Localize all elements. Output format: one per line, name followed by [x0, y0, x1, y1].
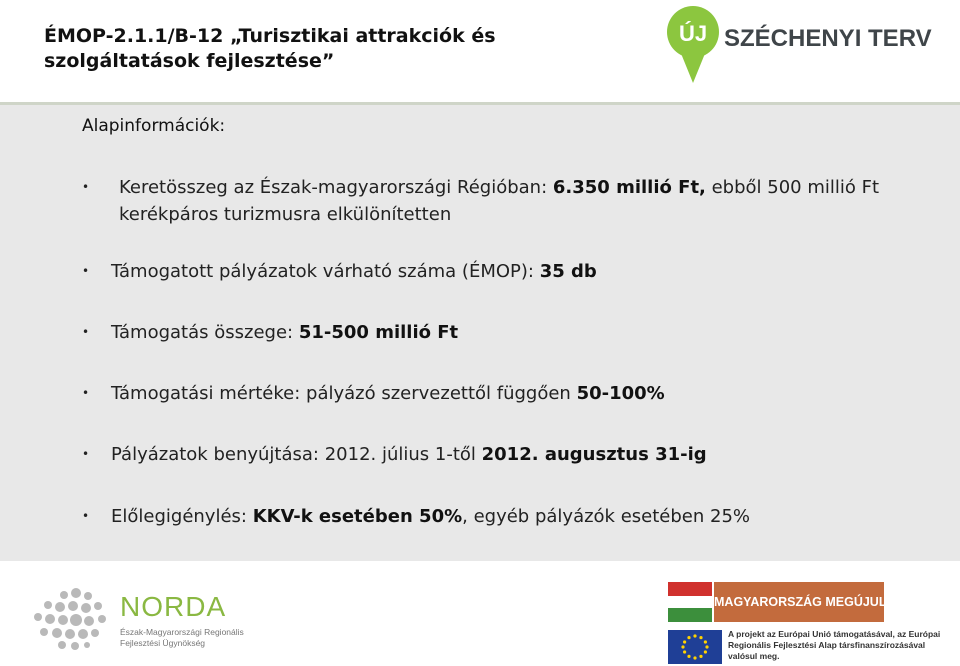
map-pin-icon: [666, 5, 722, 85]
dots-icon: [28, 587, 112, 651]
bullet-bold-text: 2012. augusztus 31-ig: [481, 444, 707, 465]
bullet-text: , egyéb pályázók esetében 25%: [462, 506, 750, 527]
list-item: [82, 258, 922, 285]
bullet-text: Előlegigénylés:: [111, 506, 253, 527]
bullet-bold-text: 35 db: [539, 261, 597, 282]
bullet-icon: •: [82, 447, 90, 461]
main-content: [0, 102, 960, 561]
logo-text: SZÉCHENYI TERV: [724, 25, 932, 52]
bullet-icon: •: [82, 509, 90, 523]
bullet-bold-text: 50-100%: [576, 383, 665, 404]
section-heading: Alapinformációk:: [82, 116, 226, 136]
footer: [0, 561, 960, 666]
list-item: [82, 380, 922, 407]
bullet-text: ebből 500 millió Ft kerékpáros turizmusra elkülönítetten: [119, 177, 880, 225]
header: [0, 0, 960, 102]
hungarian-flag-icon: [668, 582, 712, 622]
logo-pin-text: ÚJ: [678, 21, 708, 46]
page-title: [44, 24, 604, 74]
bullet-icon: •: [82, 386, 90, 400]
list-item: [82, 503, 922, 530]
list-item: [82, 441, 922, 468]
banner-text: MAGYARORSZÁG MEGÚJUL: [714, 582, 884, 622]
bullet-icon: •: [82, 264, 90, 278]
divider: [0, 102, 960, 105]
list-item: [82, 319, 922, 346]
szechenyi-terv-logo: [666, 5, 932, 85]
bullet-icon: •: [82, 180, 90, 194]
list-item: [82, 174, 922, 228]
magyarorszag-megujul-banner: [668, 582, 887, 622]
bullet-text: Támogatás összege:: [111, 322, 299, 343]
bullet-icon: •: [82, 325, 90, 339]
bullet-text: Támogatott pályázatok várható száma (ÉMOP):: [111, 261, 540, 282]
title-line-1: ÉMOP-2.1.1/B-12 „Turisztikai attrakciók és: [44, 25, 496, 47]
bullet-bold-text: KKV-k esetében 50%: [252, 506, 463, 527]
title-line-2: szolgáltatások fejlesztése”: [44, 50, 335, 72]
bullet-text: Támogatási mértéke: pályázó szervezettől függően: [111, 383, 577, 404]
norda-logo: [28, 587, 268, 651]
bullet-bold-text: 51-500 millió Ft: [298, 322, 459, 343]
eu-funding-text: A projekt az Európai Unió támogatásával, az Európai Regionális Fejlesztési Alap társfinanszírozásával valósul meg.: [728, 629, 941, 661]
eu-flag-icon: [668, 630, 722, 664]
bullet-bold-text: 6.350 millió Ft,: [552, 177, 706, 198]
norda-subtitle: Észak-Magyarországi Regionális Fejlesztési Ügynökség: [120, 627, 244, 648]
bullet-text: Pályázatok benyújtása: 2012. július 1-től: [111, 444, 482, 465]
bullet-text: Keretösszeg az Észak-magyarországi Régióban:: [119, 177, 553, 198]
norda-name: NORDA: [120, 591, 227, 622]
